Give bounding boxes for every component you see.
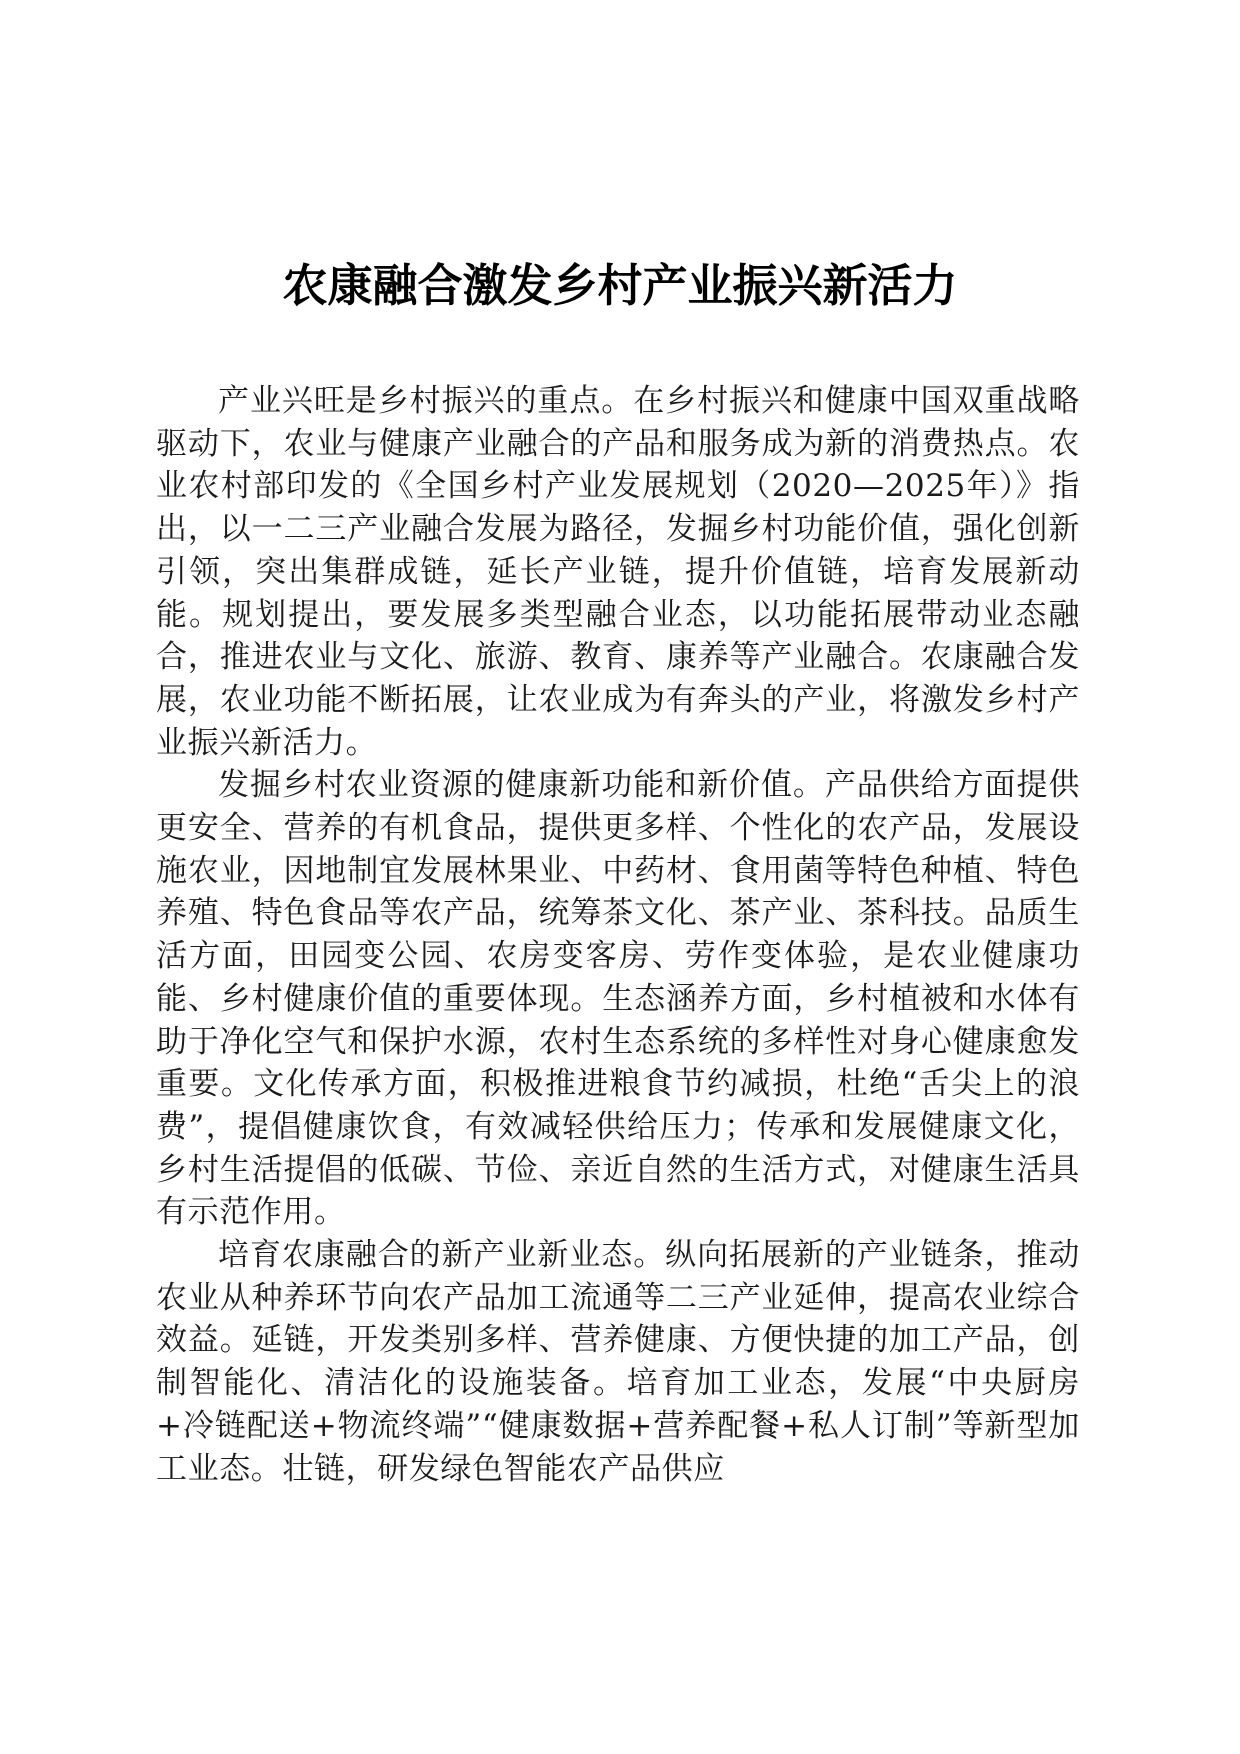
paragraph: 培育农康融合的新产业新业态。纵向拓展新的产业链条，推动农业从种养环节向农产品加工流通等二三产业延伸，提高农业综合效益。延链，开发类别多样、营养健康、方便快捷的加工产品，创制智能化、清洁化的设施装备。培育加工业态，发展“中央厨房+冷链配送+物流终端”“健康数据+营养配餐+私人订制”等新型加工业态。壮链，研发绿色智能农产品供应 (156, 1237, 1080, 1487)
paragraph: 产业兴旺是乡村振兴的重点。在乡村振兴和健康中国双重战略驱动下，农业与健康产业融合的产品和服务成为新的消费热点。农业农村部印发的《全国乡村产业发展规划（2020—2025年）》指出，以一二三产业融合发展为路径，发掘乡村功能价值，强化创新引领，突出集群成链，延长产业链，提升价值链，培育发展新动能。规划提出，要发展多类型融合业态，以功能拓展带动业态融合，推进农业与文化、旅游、教育、康养等产业融合。农康融合发展，农业功能不断拓展，让农业成为有奔头的产业，将激发乡村产业振兴新活力。 (156, 383, 1080, 761)
article-body (156, 380, 1080, 1490)
paragraph: 发掘乡村农业资源的健康新功能和新价值。产品供给方面提供更安全、营养的有机食品，提供更多样、个性化的农产品，发展设施农业，因地制宜发展林果业、中药材、食用菌等特色种植、特色养殖、特色食品等农产品，统筹茶文化、茶产业、茶科技。品质生活方面，田园变公园、农房变客房、劳作变体验，是农业健康功能、乡村健康价值的重要体现。生态涵养方面，乡村植被和水体有助于净化空气和保护水源，农村生态系统的多样性对身心健康愈发重要。文化传承方面，积极推进粮食节约减损，杜绝“舌尖上的浪费”，提倡健康饮食，有效减轻供给压力；传承和发展健康文化，乡村生活提倡的低碳、节俭、亲近自然的生活方式，对健康生活具有示范作用。 (156, 767, 1080, 1231)
article-title: 农康融合激发乡村产业振兴新活力 (282, 259, 958, 312)
